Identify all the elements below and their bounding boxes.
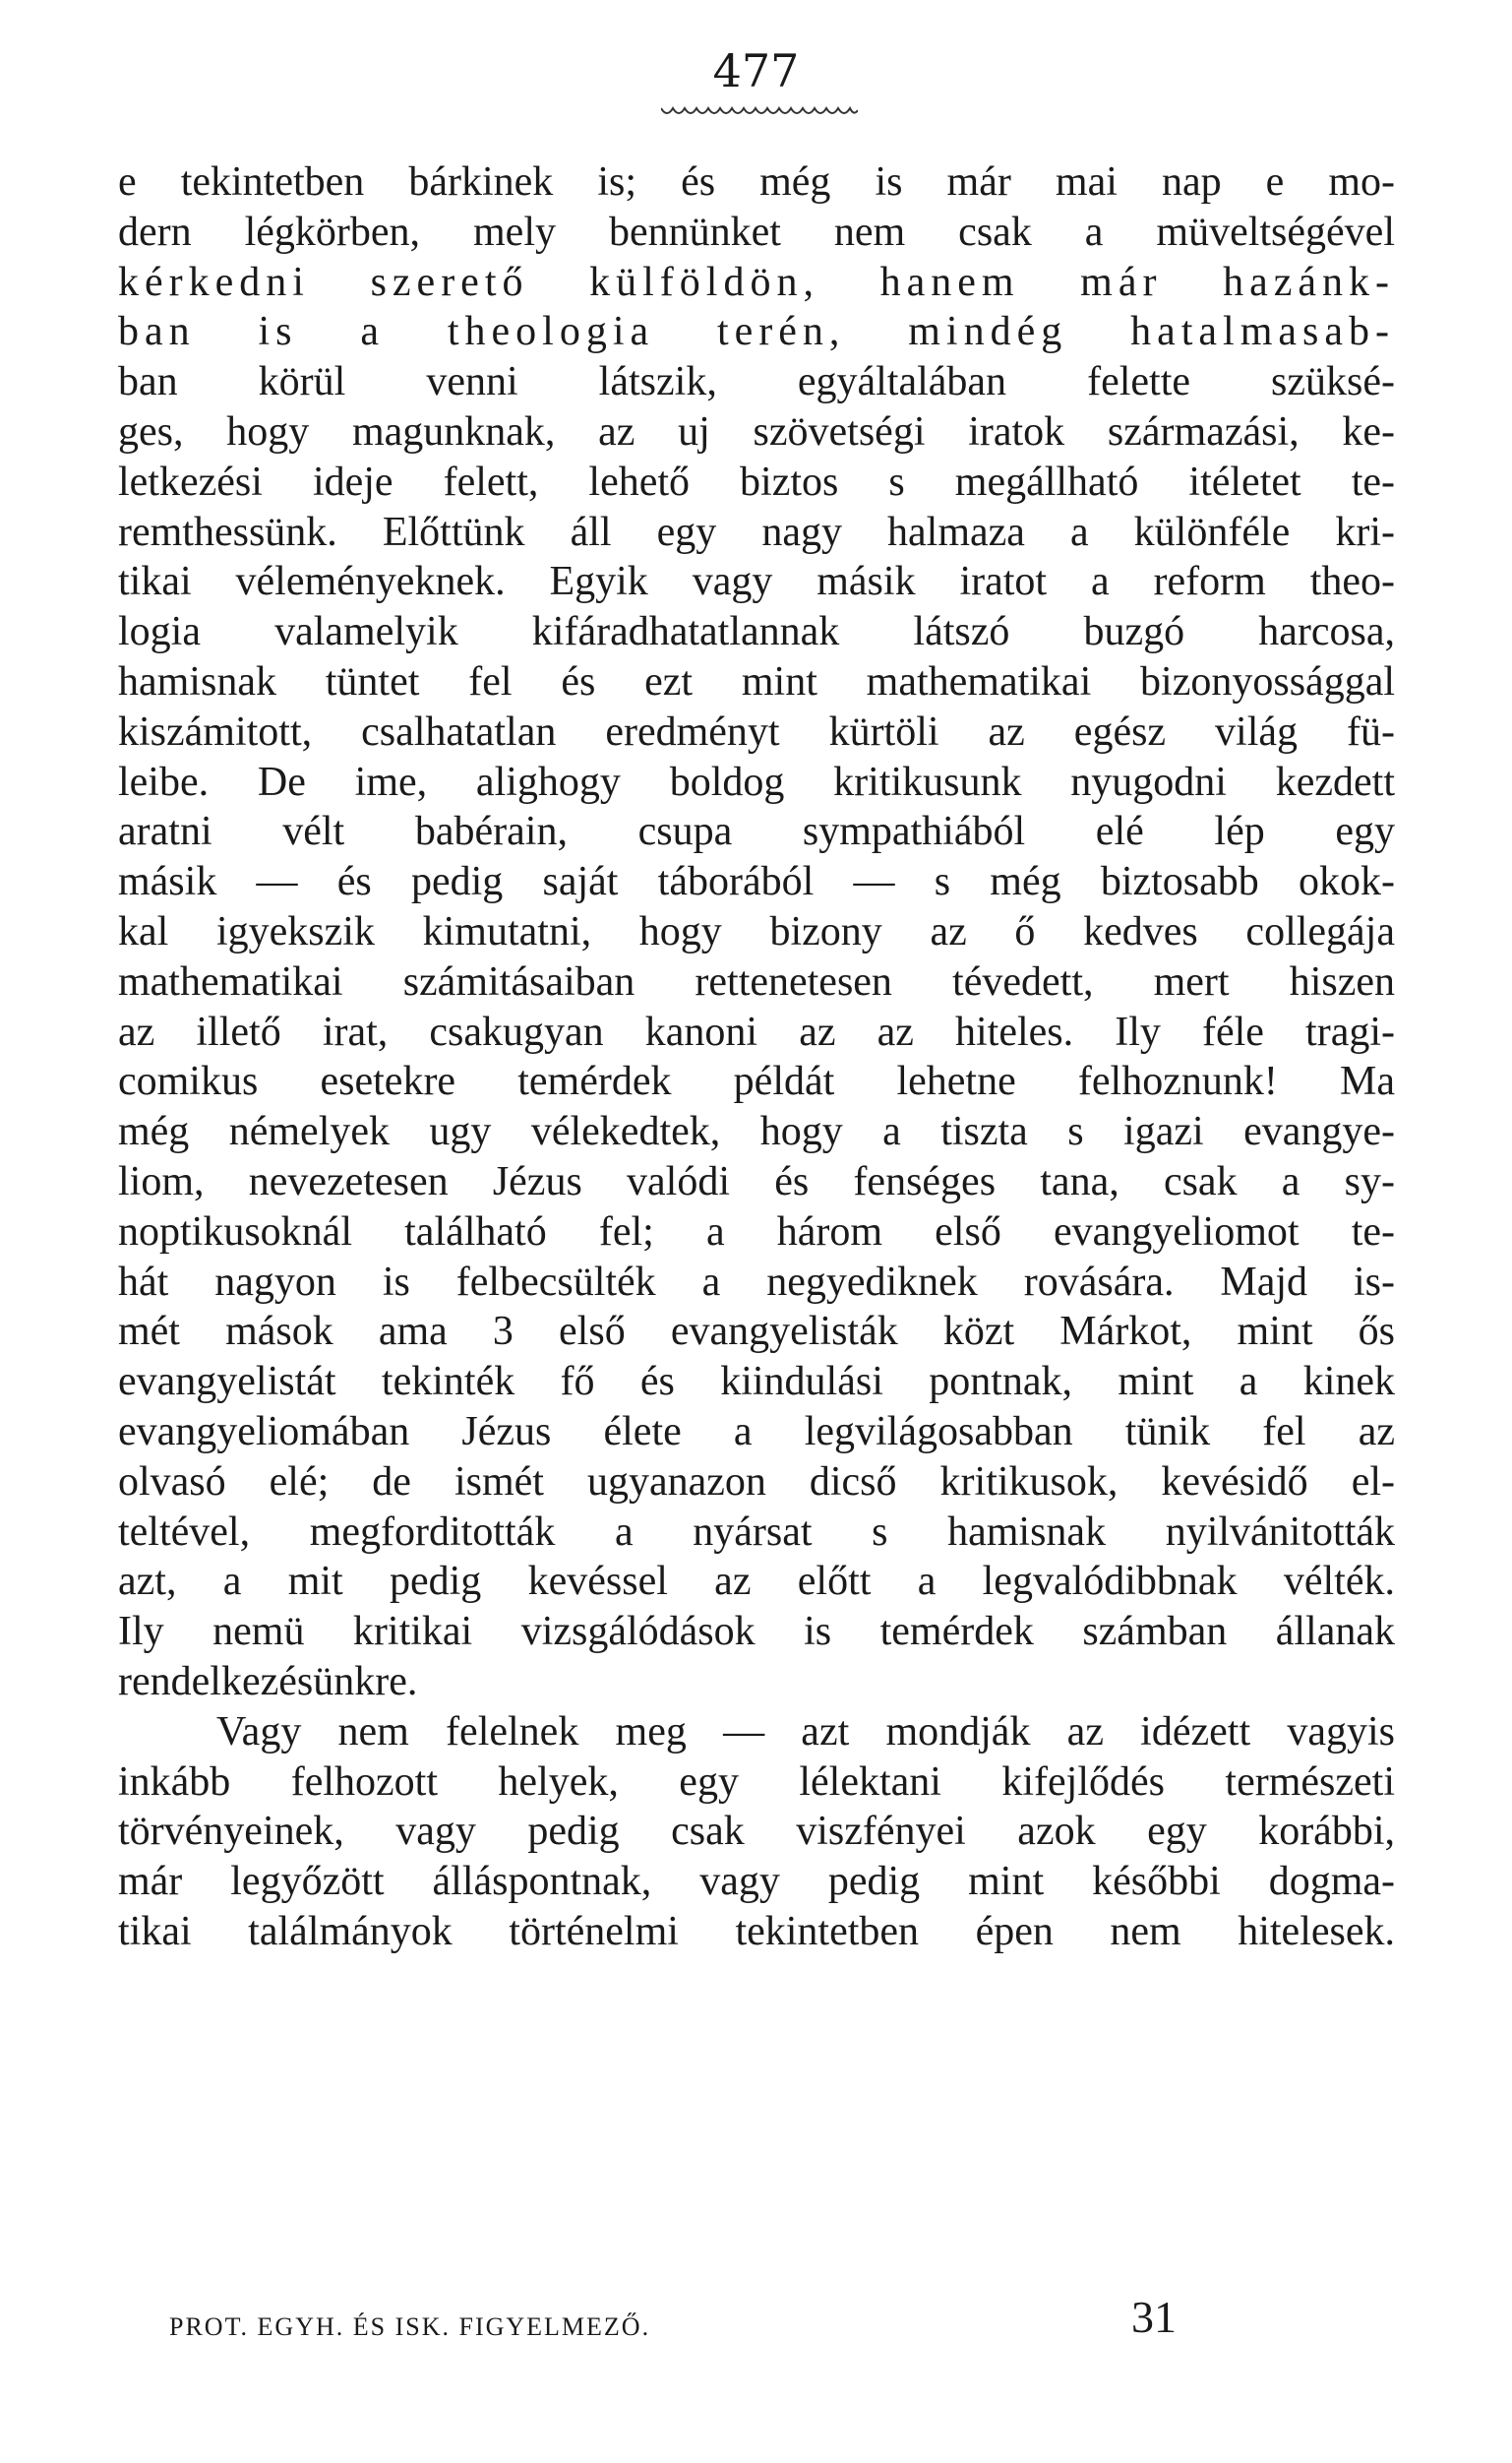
text-line: ges, hogy magunknak, az uj szövetségi iratok származási, ke- [118, 408, 1395, 455]
text-line: ban körül venni látszik, egyáltalában felette szüksé- [118, 359, 1395, 405]
text-line: evangyelistát tekinték fő és kiindulási pontnak, mint a kinek [118, 1359, 1395, 1405]
text-line: mét mások ama 3 első evangyelisták közt Márkot, mint ős [118, 1309, 1395, 1355]
text-line: dern légkörben, mely bennünket nem csak a müveltségével [118, 209, 1395, 255]
page-number: 477 [712, 44, 800, 97]
text-line: remthessünk. Előttünk áll egy nagy halmaza a különféle kri- [118, 509, 1395, 555]
text-line: mathematikai számitásaiban rettenetesen tévedett, mert hiszen [118, 958, 1395, 1005]
text-line: comikus esetekre temérdek példát lehetne felhoznunk! Ma [118, 1059, 1395, 1105]
text-line: az illető irat, csakugyan kanoni az az hiteles. Ily féle tragi- [118, 1009, 1395, 1055]
text-line: leibe. De ime, alighogy boldog kritikusunk nyugodni kezdett [118, 759, 1395, 805]
text-line: ban is a theologia terén, mindég hatalmasab- [118, 309, 1395, 355]
journal-title: PROT. EGYH. ÉS ISK. FIGYELMEZŐ. [169, 2312, 651, 2341]
text-line: hamisnak tüntet fel és ezt mint mathematikai bizonyossággal [118, 658, 1395, 705]
text-line: tikai véleményeknek. Egyik vagy másik iratot a reform theo- [118, 559, 1395, 605]
text-line: logia valamelyik kifáradhatatlannak látszó buzgó harcosa, [118, 609, 1395, 655]
text-line: noptikusoknál található fel; a három első evangyeliomot te- [118, 1208, 1395, 1255]
text-line: már legyőzött álláspontnak, vagy pedig mint későbbi dogma- [118, 1859, 1395, 1905]
text-line: kiszámitott, csalhatatlan eredményt kürtöli az egész világ fü- [118, 708, 1395, 755]
text-line: olvasó elé; de ismét ugyanazon dicső kritikusok, kevésidő el- [118, 1458, 1395, 1505]
text-line: másik — és pedig saját táborából — s még biztosabb okok- [118, 859, 1395, 905]
text-line: hát nagyon is felbecsülték a negyediknek rovására. Majd is- [118, 1259, 1395, 1305]
text-line: teltével, megforditották a nyársat s hamisnak nyilvánitották [118, 1509, 1395, 1555]
text-line: inkább felhozott helyek, egy lélektani kifejlődés természeti [118, 1758, 1395, 1805]
text-line: Ily nemü kritikai vizsgálódások is temérdek számban állanak [118, 1609, 1395, 1655]
text-line: törvényeinek, vagy pedig csak viszfényei azok egy korábbi, [118, 1809, 1395, 1855]
signature-number: 31 [1131, 2292, 1177, 2342]
text-line: liom, nevezetesen Jézus valódi és fenséges tana, csak a sy- [118, 1158, 1395, 1204]
text-line: Vagy nem felelnek meg — azt mondják az idézett vagyis [216, 1708, 1395, 1755]
text-line: még némelyek ugy vélekedtek, hogy a tiszta s igazi evangye- [118, 1109, 1395, 1155]
text-line: e tekintetben bárkinek is; és még is már mai nap e mo- [118, 159, 1395, 205]
text-line: tikai találmányok történelmi tekintetben épen nem hitelesek. [118, 1908, 1395, 1954]
text-line: letkezési ideje felett, lehető biztos s megállható itéletet te- [118, 459, 1395, 505]
text-line: aratni vélt babérain, csupa sympathiából elé lép egy [118, 809, 1395, 855]
page-footer [0, 2291, 1512, 2350]
header-ornament [661, 104, 858, 120]
text-line: evangyeliomában Jézus élete a legvilágosabban tünik fel az [118, 1408, 1395, 1454]
text-line: kal igyekszik kimutatni, hogy bizony az ő kedves collegája [118, 908, 1395, 954]
text-line: rendelkezésünkre. [118, 1658, 418, 1704]
body-text [118, 157, 1395, 1957]
text-line: azt, a mit pedig kevéssel az előtt a legvalódibbnak vélték. [118, 1559, 1395, 1605]
text-line: kérkedni szerető külföldön, hanem már hazánk- [118, 259, 1395, 305]
